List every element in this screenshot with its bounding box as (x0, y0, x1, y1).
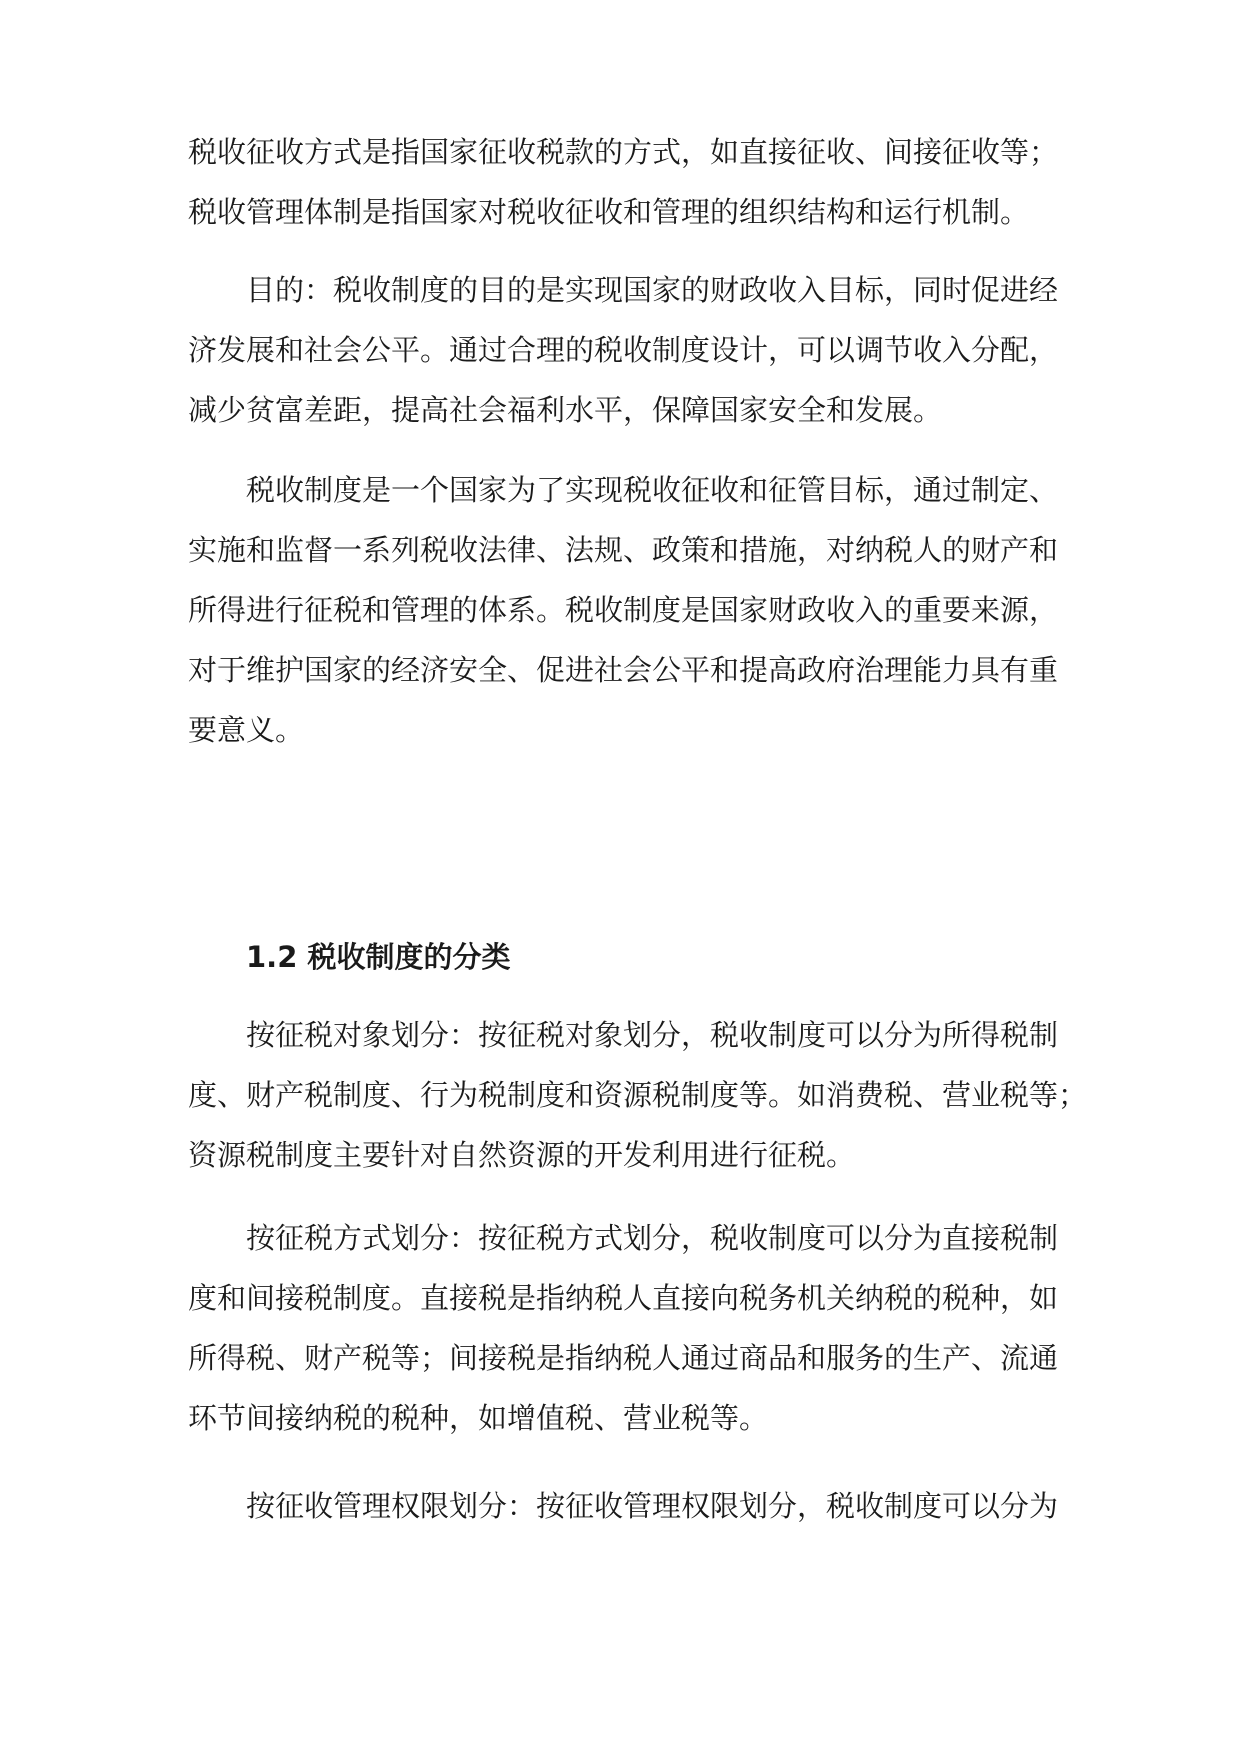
paragraph-line: 税收制度是一个国家为了实现税收征收和征管目标，通过制定、 (246, 473, 1059, 507)
classification-by-method-paragraph (188, 1208, 1058, 1448)
paragraph-line: 税收管理体制是指国家对税收征收和管理的组织结构和运行机制。 (188, 195, 1030, 229)
paragraph-line: 税收征收方式是指国家征收税款的方式，如直接征收、间接征收等； (188, 135, 1059, 169)
paragraph-line: 目的：税收制度的目的是实现国家的财政收入目标，同时促进经 (246, 273, 1059, 307)
paragraph-line: 环节间接纳税的税种，如增值税、营业税等。 (188, 1401, 769, 1435)
paragraph-line: 所得税、财产税等；间接税是指纳税人通过商品和服务的生产、流通 (188, 1341, 1059, 1375)
intro-paragraph (188, 122, 1058, 242)
paragraph-line: 按征收管理权限划分：按征收管理权限划分，税收制度可以分为 (246, 1489, 1059, 1523)
paragraph-line: 度和间接税制度。直接税是指纳税人直接向税务机关纳税的税种，如 (188, 1281, 1059, 1315)
classification-by-object-paragraph (188, 1005, 1088, 1185)
purpose-paragraph (188, 260, 1058, 440)
classification-by-authority-paragraph (188, 1476, 1058, 1536)
paragraph-line: 要意义。 (188, 713, 305, 747)
paragraph-line: 按征税对象划分：按征税对象划分，税收制度可以分为所得税制 (246, 1018, 1059, 1052)
paragraph-line: 度、财产税制度、行为税制度和资源税制度等。如消费税、营业税等； (188, 1078, 1088, 1112)
section-heading-text: 1.2 税收制度的分类 (246, 940, 511, 974)
paragraph-line: 资源税制度主要针对自然资源的开发利用进行征税。 (188, 1138, 856, 1172)
paragraph-line: 所得进行征税和管理的体系。税收制度是国家财政收入的重要来源， (188, 593, 1059, 627)
paragraph-line: 济发展和社会公平。通过合理的税收制度设计，可以调节收入分配， (188, 333, 1059, 367)
section-heading (188, 927, 1058, 987)
paragraph-line: 对于维护国家的经济安全、促进社会公平和提高政府治理能力具有重 (188, 653, 1059, 687)
definition-paragraph (188, 460, 1058, 760)
paragraph-line: 按征税方式划分：按征税方式划分，税收制度可以分为直接税制 (246, 1221, 1059, 1255)
paragraph-line: 减少贫富差距，提高社会福利水平，保障国家安全和发展。 (188, 393, 943, 427)
paragraph-line: 实施和监督一系列税收法律、法规、政策和措施，对纳税人的财产和 (188, 533, 1059, 567)
